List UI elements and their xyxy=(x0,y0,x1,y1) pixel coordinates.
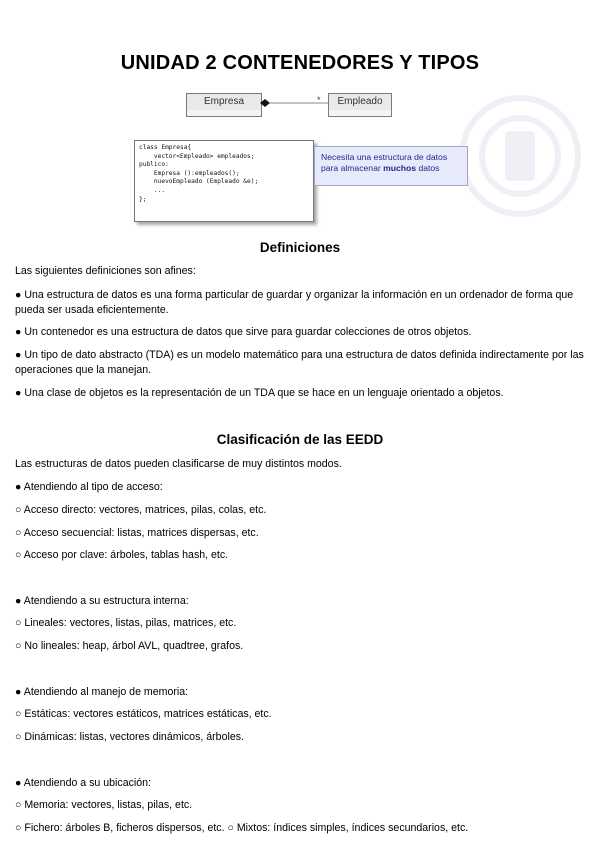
note-text-end: datos xyxy=(416,163,440,173)
uml-class-empleado-body xyxy=(328,110,392,117)
code-line: vector<Empleado> empleados; xyxy=(139,152,255,160)
code-line: class Empresa{ xyxy=(139,144,192,151)
uml-association-line xyxy=(258,96,334,110)
uml-class-empresa: Empresa xyxy=(186,93,262,111)
code-line: nuevoEmpleado (Empleado &e); xyxy=(139,178,259,186)
definicion-item: ● Una estructura de datos es una forma particular de guardar y organizar la información en un ordenador de forma que pueda ser usada eficientemente. xyxy=(15,289,574,316)
list-item: ○ Dinámicas: listas, vectores dinámicos, árboles. xyxy=(15,731,244,743)
definicion-item: ● Una clase de objetos es la representación de un TDA que se hace en un lenguaje orientado a objetos. xyxy=(15,387,504,399)
note-box xyxy=(314,146,468,186)
uml-class-empleado: Empleado xyxy=(328,93,392,111)
definiciones-intro: Las siguientes definiciones son afines: xyxy=(15,265,196,277)
definicion-item: ● Un tipo de dato abstracto (TDA) es un modelo matemático para una estructura de datos definida indirectamente por las operaciones que la manejan. xyxy=(15,349,584,376)
section-heading-definiciones: Definiciones xyxy=(259,240,341,255)
list-item: ○ Acceso directo: vectores, matrices, pilas, colas, etc. xyxy=(15,504,267,516)
clasificacion-intro: Las estructuras de datos pueden clasificarse de muy distintos modos. xyxy=(15,458,342,470)
note-bold: muchos xyxy=(383,163,417,173)
code-line: ... xyxy=(139,186,166,194)
criterion-acceso: ● Atendiendo al tipo de acceso: xyxy=(15,481,163,493)
note-text: Necesita una estructura de datos para almacenar xyxy=(321,152,448,173)
criterion-ubicacion: ● Atendiendo a su ubicación: xyxy=(15,777,151,789)
code-line: Empresa ():empleados(); xyxy=(139,169,240,177)
section-heading-clasificacion: Clasificación de las EEDD xyxy=(216,432,384,447)
uml-class-empresa-body xyxy=(186,110,262,117)
definicion-item: ● Un contenedor es una estructura de datos que sirve para guardar colecciones de otros objetos. xyxy=(15,326,472,338)
uml-multiplicity: * xyxy=(317,95,321,105)
list-item: ○ Acceso secuencial: listas, matrices dispersas, etc. xyxy=(15,527,259,539)
criterion-memoria: ● Atendiendo al manejo de memoria: xyxy=(15,686,189,698)
list-item: ○ Acceso por clave: árboles, tablas hash, etc. xyxy=(15,549,229,561)
list-item: ○ Memoria: vectores, listas, pilas, etc. xyxy=(15,799,193,811)
page-title: UNIDAD 2 CONTENEDORES Y TIPOS xyxy=(120,52,480,74)
list-item: ○ Estáticas: vectores estáticos, matrices estáticas, etc. xyxy=(15,708,272,720)
list-item: ○ Lineales: vectores, listas, pilas, matrices, etc. xyxy=(15,617,237,629)
code-snippet xyxy=(134,140,314,222)
code-line: publico: xyxy=(139,161,169,169)
list-item: ○ No lineales: heap, árbol AVL, quadtree, grafos. xyxy=(15,640,244,652)
code-line: }; xyxy=(139,195,147,203)
criterion-estructura: ● Atendiendo a su estructura interna: xyxy=(15,595,189,607)
list-item: ○ Fichero: árboles B, ficheros dispersos, etc. ○ Mixtos: índices simples, índices secundarios, etc. xyxy=(15,822,469,834)
